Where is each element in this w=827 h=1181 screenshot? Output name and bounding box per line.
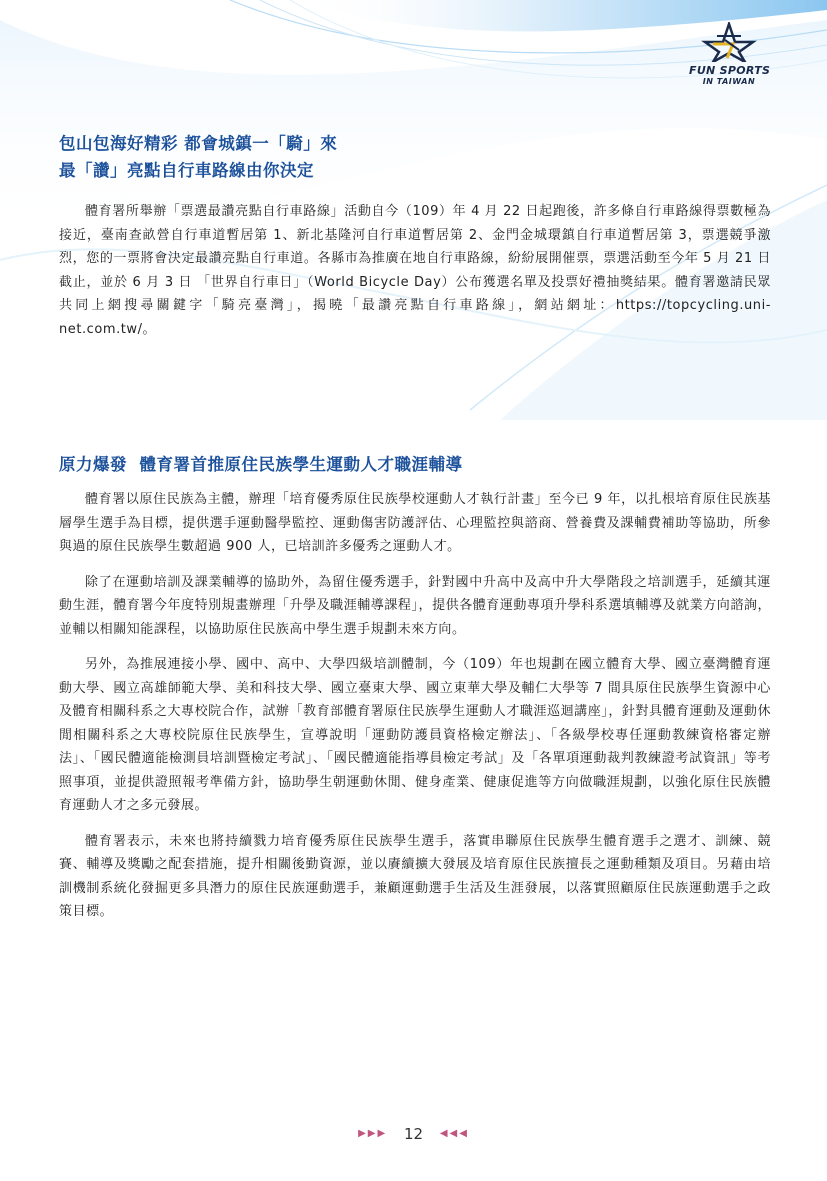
section2-body [59,488,771,936]
right-arrows-icon: ▶▶▶ [358,1128,388,1139]
runner-star-icon [699,22,759,62]
section2-heading-text: 原力爆發 體育署首推原住民族學生運動人才職涯輔導 [59,455,463,474]
left-arrows-icon: ◀◀◀ [439,1128,469,1139]
section2-paragraph-1: 體育署以原住民族為主體，辦理「培育優秀原住民族學校運動人才執行計畫」至今已 9 年，以扎根培育原住民族基層學生選手為目標，提供選手運動醫學監控、運動傷害防護評估、心理監控與諮商、營養費及課輔費補助等協助，所參與過的原住民族學生數超過 900 人，已培訓許多優秀之運動人才。 [59,492,771,554]
page-number: 12 [403,1124,424,1143]
section1-heading-line1: 包山包海好精彩 都會城鎮一「騎」來 [59,134,338,153]
section1-heading [59,130,771,184]
section1-body [59,200,771,341]
section2-paragraph-3: 另外，為推展連接小學、國中、高中、大學四級培訓體制，今（109）年也規劃在國立體育大學、國立臺灣體育運動大學、國立高雄師範大學、美和科技大學、國立臺東大學、國立東華大學及輔仁大學等 7 間具原住民族學生資源中心及體育相關科系之大專校院合作，試辦「教育部體育署原住民族學生運動人才職涯巡迴講座」，針對具體育運動及運動休閒相關科系之大專校院原住民族學生，宣導說明「運動防護員資格檢定辦法」、「各級學校專任運動教練資格審定辦法」、「國民體適能檢測員培訓暨檢定考試」、「國民體適能指導員檢定考試」及「各單項運動裁判教練證考試資訊」等考照事項，並提供證照報考準備方針，協助學生朝運動休閒、健身產業、健康促進等方向做職涯規劃，以強化原住民族體育運動人才之多元發展。 [59,657,771,813]
section1-heading-line2: 最「讚」亮點自行車路線由你決定 [59,161,314,180]
section2-paragraph-4: 體育署表示，未來也將持續戮力培育優秀原住民族學生選手，落實串聯原住民族學生體育選手之選才、訓練、競賽、輔導及獎勵之配套措施，提升相關後勤資源，並以賡續擴大發展及培育原住民族擅長之運動種類及項目。另藉由培訓機制系統化發掘更多具潛力的原住民族運動選手，兼顧運動選手生活及生涯發展，以落實照顧原住民族運動選手之政策目標。 [59,833,771,919]
section2-heading [59,451,771,478]
section2-paragraph-2: 除了在運動培訓及課業輔導的協助外，為留住優秀選手，針對國中升高中及高中升大學階段之培訓選手，延續其運動生涯，體育署今年度特別規畫辦理「升學及職涯輔導課程」，提供各體育運動專項升學科系選填輔導及就業方向諮詢，並輔以相關知能課程，以協助原住民族高中學生選手規劃未來方向。 [59,574,771,637]
fun-sports-logo [689,22,769,86]
logo-subtitle: IN TAIWAN [702,77,756,86]
section1-paragraph: 體育署所舉辦「票選最讚亮點自行車路線」活動自今（109）年 4 月 22 日起跑後，許多條自行車路線得票數極為接近，臺南查畝營自行車道暫居第 1、新北基隆河自行車道暫居第 2、金門金城環鎮自行車道暫居第 3，票選競爭激烈，您的一票將會決定最讚亮點自行車道。各縣市為推廣在地自行車路線，紛紛展開催票，票選活動至今年 5 月 21 日截止，並於 6 月 3 日 「世界自行車日」（World Bicycle Day）公布獲選名單及投票好禮抽獎結果。體育署邀請民眾共同上網搜尋關鍵字「騎亮臺灣」，揭曉「最讚亮點自行車路線」，網站網址：https://topcycling.uni-net.com.tw/。 [59,204,771,337]
page-footer [0,1124,827,1143]
logo-title: FUN SPORTS [689,64,771,77]
